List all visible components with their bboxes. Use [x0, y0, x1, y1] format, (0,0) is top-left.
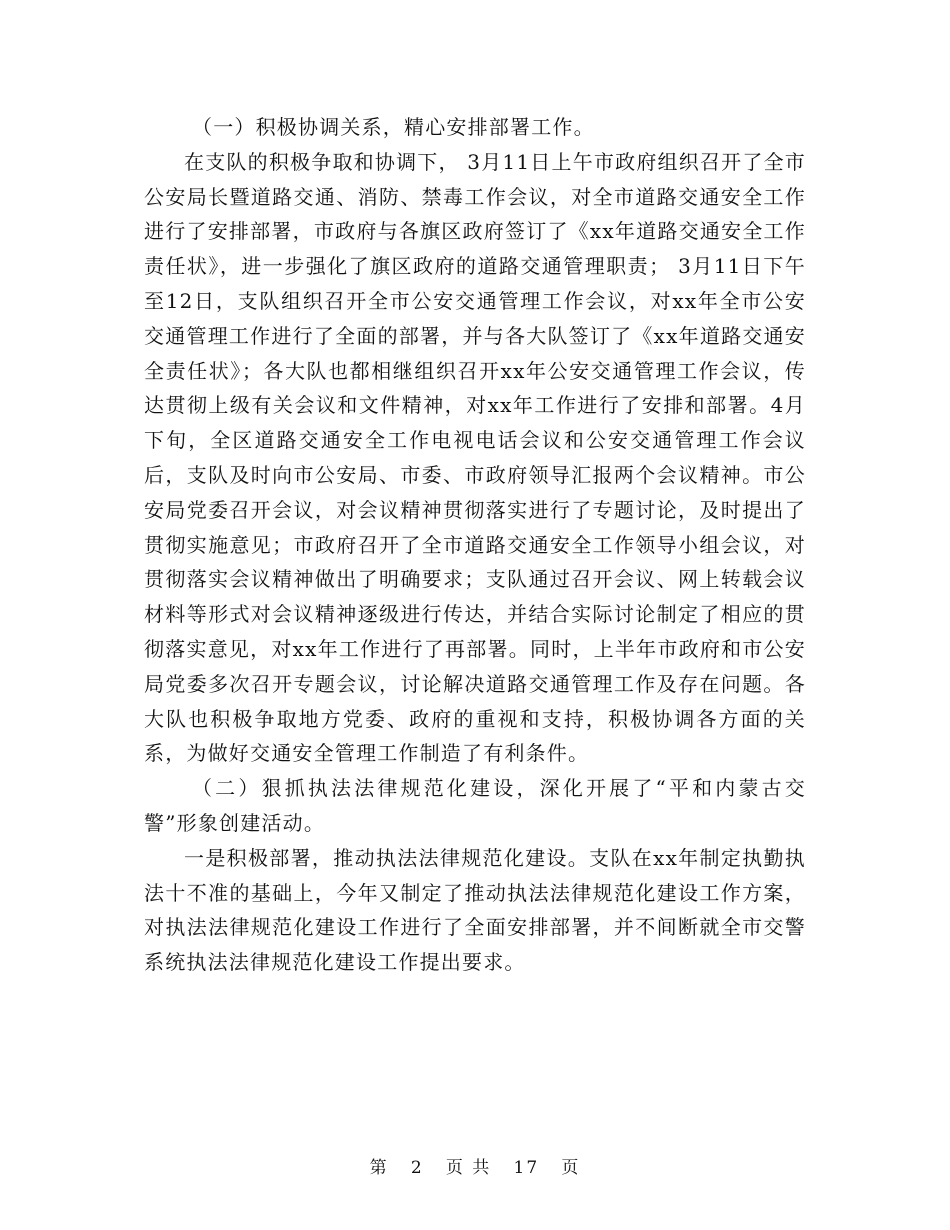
footer-total-pages: 17: [513, 1158, 540, 1178]
section-heading-1: （一）积极协调关系，精心安排部署工作。: [192, 115, 595, 139]
body-paragraph-2: 一是积极部署，推动执法法律规范化建设。支队在xx年制定执勤执法十不准的基础上，今年又制定了推动执法法律规范化建设工作方案，对执法法律规范化建设工作进行了全面安排部署，并不间断就全市交警系统执法法律规范化建设工作提出要求。: [144, 845, 806, 975]
footer-page-number: 2: [410, 1158, 424, 1178]
footer-suffix: 页: [561, 1158, 581, 1178]
page-footer: [0, 1153, 950, 1178]
footer-prefix: 第: [369, 1158, 389, 1178]
document-body: [144, 110, 806, 980]
section-heading-2: （二）狠抓执法法律规范化建设，深化开展了“平和内蒙古交警”形象创建活动。: [144, 776, 806, 835]
body-paragraph-1: 在支队的积极争取和协调下， 3月11日上午市政府组织召开了全市公安局长暨道路交通、消防、禁毒工作会议，对全市道路交通安全工作进行了安排部署，市政府与各旗区政府签订了《xx年道路交通安全工作责任状》，进一步强化了旗区政府的道路交通管理职责； 3月11日下午至12日，支队组织召开全市公安交通管理工作会议，对xx年全市公安交通管理工作进行了全面的部署，并与各大队签订了《xx年道路交通安全责任状》；各大队也都相继组织召开xx年公安交通管理工作会议，传达贯彻上级有关会议和文件精神，对xx年工作进行了安排和部署。4月下旬，全区道路交通安全工作电视电话会议和公安交通管理工作会议后，支队及时向市公安局、市委、市政府领导汇报两个会议精神。市公安局党委召开会议，对会议精神贯彻落实进行了专题讨论，及时提出了贯彻实施意见；市政府召开了全市道路交通安全工作领导小组会议，对贯彻落实会议精神做出了明确要求；支队通过召开会议、网上转载会议材料等形式对会议精神逐级进行传达，并结合实际讨论制定了相应的贯彻落实意见，对xx年工作进行了再部署。同时，上半年市政府和市公安局党委多次召开专题会议，讨论解决道路交通管理工作及存在问题。各大队也积极争取地方党委、政府的重视和支持，积极协调各方面的关系，为做好交通安全管理工作制造了有利条件。: [144, 149, 806, 766]
footer-middle: 页 共: [445, 1158, 492, 1178]
